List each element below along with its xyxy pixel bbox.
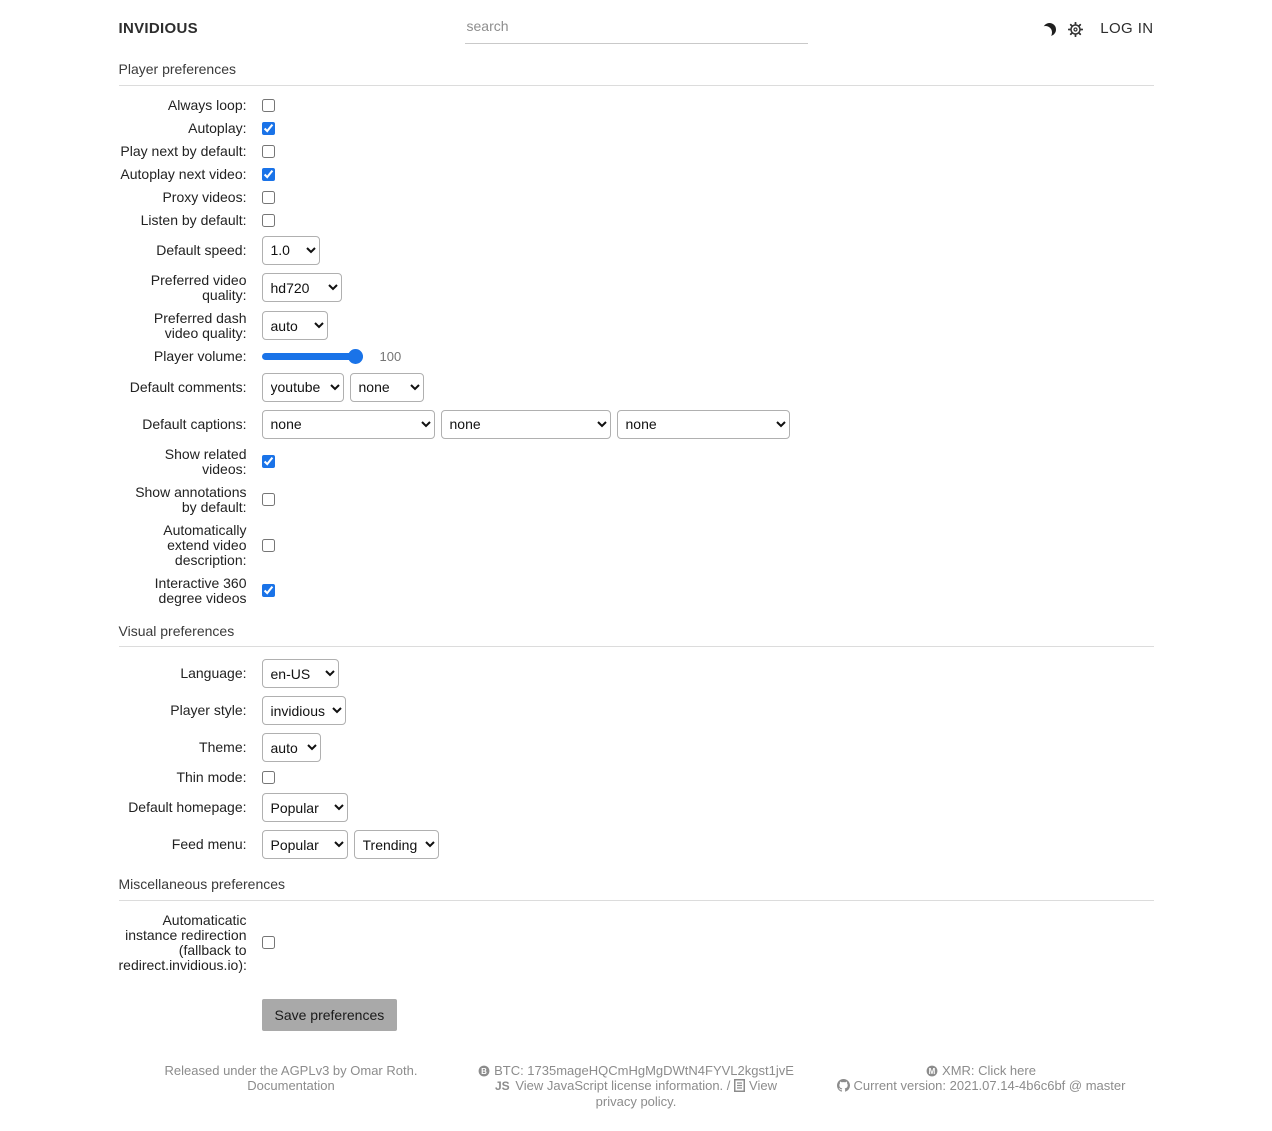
default-captions-label: Default captions:	[142, 415, 247, 432]
proxy-videos-control	[262, 191, 275, 204]
section-divider	[119, 900, 1154, 901]
app-logo[interactable]: INVIDIOUS	[118, 19, 198, 37]
theme-select[interactable]	[262, 733, 321, 762]
save-preferences-button[interactable]: Save preferences	[262, 999, 398, 1031]
feed-menu-control	[262, 830, 439, 859]
js-icon: JS	[495, 1078, 510, 1093]
pref-row-always-loop	[119, 98, 1154, 113]
default-comments-control	[262, 373, 424, 402]
play-next-checkbox[interactable]	[262, 145, 275, 158]
play-next-control	[262, 145, 275, 158]
coin-icon	[478, 1065, 490, 1077]
pref-row-proxy-videos	[119, 190, 1154, 205]
gear-icon	[1067, 21, 1084, 38]
listen-default-control	[262, 214, 275, 227]
instance-redirection-control	[262, 936, 275, 949]
default-homepage-label: Default homepage:	[128, 799, 247, 816]
pref-row-player-style	[119, 696, 1154, 725]
default-homepage-control	[262, 793, 348, 822]
autoplay-label: Autoplay:	[188, 119, 247, 136]
player-volume-label: Player volume:	[153, 348, 247, 365]
thin-mode-control	[262, 771, 275, 784]
github-icon	[837, 1079, 850, 1092]
annotations-label: Show annotations by default:	[135, 483, 247, 515]
default-comments-select-1[interactable]	[262, 373, 344, 402]
default-speed-control	[262, 236, 320, 265]
separator: /	[726, 1077, 731, 1093]
pref-row-listen-default	[119, 213, 1154, 228]
pref-row-play-next	[119, 144, 1154, 159]
search-input[interactable]	[465, 14, 808, 44]
section-divider	[119, 85, 1154, 86]
pref-row-autoplay-next	[119, 167, 1154, 182]
dash-quality-control	[262, 311, 328, 340]
player-style-label: Player style:	[170, 702, 247, 719]
player-preferences-heading: Player preferences	[118, 61, 237, 77]
page	[119, 0, 1154, 1131]
always-loop-label: Always loop:	[167, 96, 247, 113]
related-videos-checkbox[interactable]	[262, 455, 275, 468]
pref-row-extend-description	[119, 523, 1154, 568]
default-comments-label: Default comments:	[129, 378, 247, 395]
pref-row-related-videos	[119, 447, 1154, 477]
360-videos-checkbox[interactable]	[262, 584, 275, 597]
annotations-control	[262, 493, 275, 506]
proxy-videos-checkbox[interactable]	[262, 191, 275, 204]
language-select[interactable]	[262, 659, 339, 688]
btc-line	[476, 1063, 797, 1078]
documentation-link[interactable]: Documentation	[247, 1077, 335, 1093]
player-volume-control	[262, 349, 402, 365]
feed-menu-label: Feed menu:	[171, 836, 247, 853]
default-speed-label: Default speed:	[156, 241, 247, 258]
misc-preferences-heading: Miscellaneous preferences	[118, 876, 286, 893]
default-captions-select-2[interactable]	[441, 410, 611, 439]
default-captions-control	[262, 410, 790, 439]
default-captions-select-1[interactable]	[262, 410, 435, 439]
proxy-videos-label: Proxy videos:	[162, 188, 247, 205]
player-volume-slider[interactable]	[262, 353, 363, 360]
theme-control	[262, 733, 321, 762]
footer-center	[464, 1063, 809, 1109]
thin-mode-label: Thin mode:	[176, 769, 247, 786]
extend-description-checkbox[interactable]	[262, 539, 275, 552]
annotations-checkbox[interactable]	[262, 493, 275, 506]
btc-address: BTC: 1735mageHQCmHgMgDWtN4FYVL2kgst1jvE	[494, 1062, 794, 1078]
privacy-policy-link[interactable]: View privacy policy.	[595, 1077, 777, 1109]
play-next-label: Play next by default:	[120, 142, 247, 159]
pref-row-default-speed	[119, 236, 1154, 265]
extend-description-control	[262, 539, 275, 552]
visual-preferences-heading: Visual preferences	[118, 622, 235, 639]
pref-row-default-homepage	[119, 793, 1154, 822]
pref-row-default-captions	[119, 410, 1154, 439]
preferences-button[interactable]	[1067, 21, 1084, 38]
listen-default-label: Listen by default:	[140, 211, 247, 228]
pref-row-thin-mode	[119, 770, 1154, 785]
moon-icon	[1043, 23, 1056, 36]
language-label: Language:	[180, 665, 247, 682]
svg-text:B: B	[481, 1066, 487, 1076]
autoplay-next-label: Autoplay next video:	[120, 165, 247, 182]
section-divider	[119, 646, 1154, 647]
footer	[119, 1063, 1154, 1131]
document-icon	[734, 1079, 745, 1092]
player-volume-value: 100	[379, 348, 402, 364]
footer-left	[119, 1063, 464, 1109]
legal-line	[476, 1078, 797, 1109]
pref-row-autoplay	[119, 121, 1154, 136]
related-videos-label: Show related videos:	[164, 445, 247, 477]
always-loop-control	[262, 99, 275, 112]
dash-quality-label: Preferred dash video quality:	[153, 309, 247, 341]
instance-redirection-checkbox[interactable]	[262, 936, 275, 949]
pref-row-360-videos	[119, 576, 1154, 606]
pref-row-theme	[119, 733, 1154, 762]
feed-menu-select-2[interactable]	[354, 830, 439, 859]
xmr-line	[821, 1063, 1142, 1078]
autoplay-control	[262, 122, 275, 135]
pref-row-language	[119, 659, 1154, 688]
pref-row-instance-redirection	[119, 913, 1154, 973]
default-speed-select[interactable]	[262, 236, 320, 265]
js-license-link[interactable]: View JavaScript license information.	[515, 1077, 724, 1093]
login-link[interactable]: LOG IN	[1100, 19, 1154, 37]
svg-text:M: M	[928, 1066, 936, 1076]
dash-quality-select[interactable]	[262, 311, 328, 340]
instance-redirection-label: Automaticatic instance redirection (fallback to redirect.invidious.io):	[118, 911, 247, 973]
xmr-link[interactable]: Click here	[978, 1062, 1036, 1078]
player-style-select[interactable]	[262, 696, 346, 725]
version-text: Current version: 2021.07.14-4b6c6bf @ master	[853, 1077, 1126, 1093]
default-comments-select-2[interactable]	[350, 373, 424, 402]
header	[119, 14, 1154, 44]
license-text: Released under the AGPLv3 by Omar Roth.	[164, 1062, 418, 1078]
autoplay-next-control	[262, 168, 275, 181]
player-style-control	[262, 696, 346, 725]
footer-right	[809, 1063, 1154, 1109]
thin-mode-checkbox[interactable]	[262, 771, 275, 784]
dark-mode-toggle[interactable]	[1043, 23, 1056, 36]
header-left	[119, 20, 465, 39]
coin-icon	[926, 1065, 938, 1077]
video-quality-control	[262, 273, 342, 302]
autoplay-checkbox[interactable]	[262, 122, 275, 135]
always-loop-checkbox[interactable]	[262, 99, 275, 112]
default-homepage-select[interactable]	[262, 793, 348, 822]
feed-menu-select-1[interactable]	[262, 830, 348, 859]
default-captions-select-3[interactable]	[617, 410, 790, 439]
version-line	[821, 1078, 1142, 1093]
language-control	[262, 659, 339, 688]
extend-description-label: Automatically extend video description:	[163, 521, 247, 568]
pref-row-default-comments	[119, 373, 1154, 402]
360-videos-label: Interactive 360 degree videos	[154, 574, 247, 606]
listen-default-checkbox[interactable]	[262, 214, 275, 227]
pref-row-annotations	[119, 485, 1154, 515]
header-right	[808, 20, 1154, 39]
pref-row-dash-quality	[119, 311, 1154, 341]
360-videos-control	[262, 584, 275, 597]
pref-row-player-volume	[119, 349, 1154, 365]
pref-row-feed-menu	[119, 830, 1154, 859]
theme-label: Theme:	[199, 739, 247, 756]
video-quality-label: Preferred video quality:	[150, 271, 247, 303]
xmr-label: XMR:	[942, 1062, 975, 1078]
video-quality-select[interactable]	[262, 273, 342, 302]
pref-row-video-quality	[119, 273, 1154, 303]
related-videos-control	[262, 455, 275, 468]
autoplay-next-checkbox[interactable]	[262, 168, 275, 181]
header-center	[465, 14, 808, 44]
